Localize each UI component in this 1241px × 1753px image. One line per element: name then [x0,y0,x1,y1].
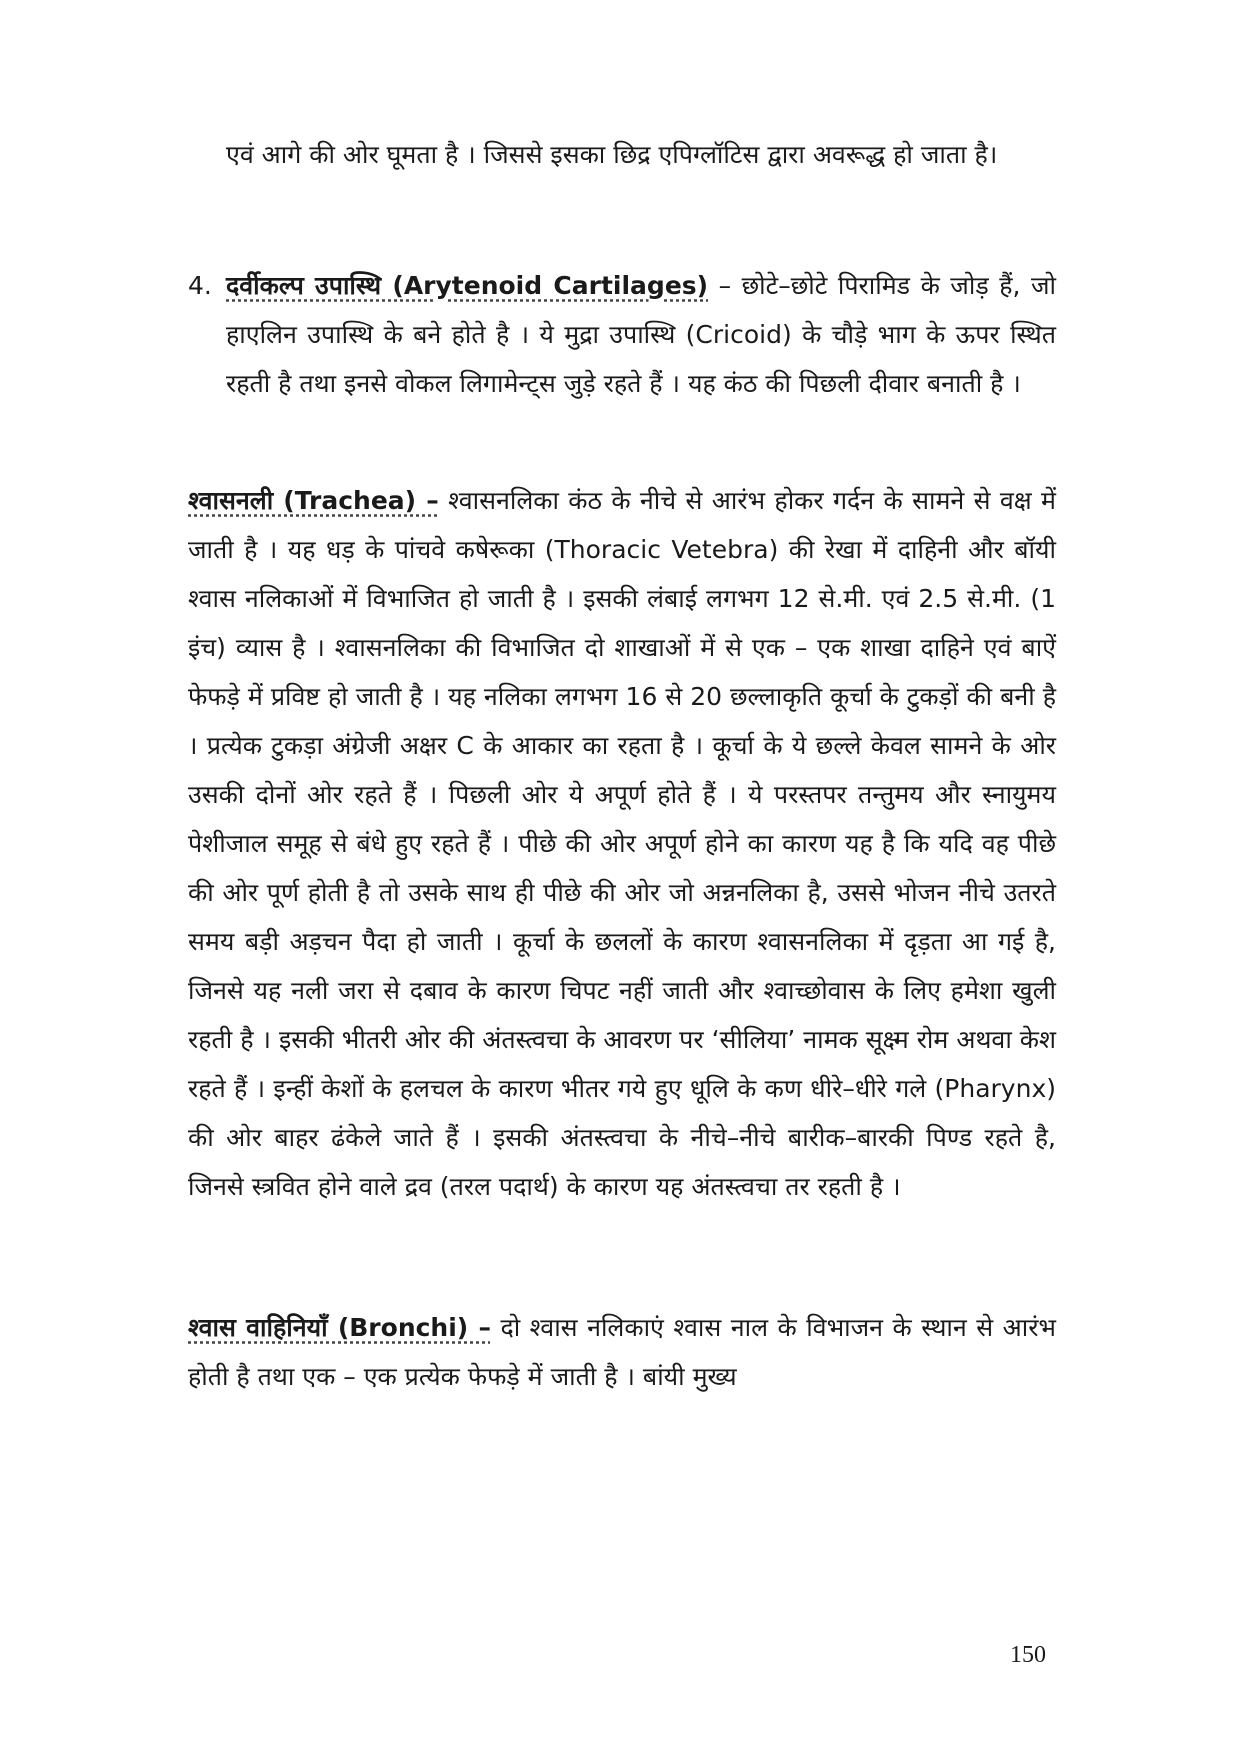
arytenoid-heading: दर्वीकल्प उपास्थि (Arytenoid Cartilages) [226,271,709,300]
trachea-text: श्वासनलिका कंठ के नीचे से आरंभ होकर गर्दन के सामने से वक्ष में जाती है । यह धड़ के पांचवे कषेरूका (Thoracic Vetebra) की रेखा में दाहिनी और बॉयी श्वास नलिकाओं में विभाजित हो जाती है । इसकी लंबाई लगभग 12 से.मी. एवं 2.5 से.मी. (1 इंच) व्यास है । श्वासनलिका की विभाजित दो शाखाओं में से एक – एक शाखा दाहिने एवं बाऐं फेफड़े में प्रविष्ट हो जाती है । यह नलिका लगभग 16 से 20 छल्लाकृति कूर्चा के टुकड़ों की बनी है । प्रत्येक टुकड़ा अंग्रेजी अक्षर C के आकार का रहता है । कूर्चा के ये छल्ले केवल सामने के ओर उसकी दोनों ओर रहते हैं । पिछली ओर ये अपूर्ण होते हैं । ये परस्तपर तन्तुमय और स्नायुमय पेशीजाल समूह से बंधे हुए रहते हैं । पीछे की ओर अपूर्ण होने का कारण यह है कि यदि वह पीछे की ओर पूर्ण होती है तो उसके साथ ही पीछे की ओर जो अन्ननलिका है, उससे भोजन नीचे उतरते समय बड़ी अड़चन पैदा हो जाती । कूर्चा के छललों के कारण श्वासनलिका में दृड़ता आ गई है, जिनसे यह नली जरा से दबाव के कारण चिपट नहीं जाती और श्वाच्छोवास के लिए हमेशा खुली रहती है । इसकी भीतरी ओर की अंतस्त्वचा के आवरण पर ‘सीलिया’ नामक सूक्ष्म रोम अथवा केश रहते हैं । इन्हीं केशों के हलचल के कारण भीतर गये हुए धूलि के कण धीरे–धीरे गले (Pharynx) की ओर बाहर ढंकेले जाते हैं । इसकी अंतस्त्वचा के नीचे–नीचे बारीक–बारकी पिण्ड रहते है, जिनसे स्त्रवित होने वाले द्रव (तरल पदार्थ) के कारण यह अंतस्त्वचा तर रहती है । [188,486,1056,1201]
continuation-paragraph: एवं आगे की ओर घूमता है । जिससे इसका छिद्र एपिग्लॉटिस द्वारा अवरूद्ध हो जाता है। [226,140,998,169]
bronchi-text: दो श्वास नलिकाएं श्वास नाल के विभाजन के स्थान से आरंभ होती है तथा एक – एक प्रत्येक फेफड़े में जाती है । बांयी मुख्य [188,1313,1056,1391]
arytenoid-text: – छोटे–छोटे पिरामिड के जोड़ हैं, जो हाएलिन उपास्थि के बने होते है । ये मुद्रा उपास्थि (Cricoid) के चौड़े भाग के ऊपर स्थित रहती है तथा इनसे वोकल लिगामेन्ट्स जुड़े रहते हैं । यह कंठ की पिछली दीवार बनाती है । [226,271,1057,398]
list-number: 4. [188,271,212,300]
bronchi-paragraph [188,1303,1056,1401]
arytenoid-paragraph [226,261,1056,408]
trachea-paragraph [188,476,1056,1211]
page-number: 150 [1010,1642,1046,1668]
trachea-heading: श्वासनली (Trachea) – [188,486,439,515]
bronchi-heading: श्वास वाहिनियॉं (Bronchi) – [188,1313,491,1342]
